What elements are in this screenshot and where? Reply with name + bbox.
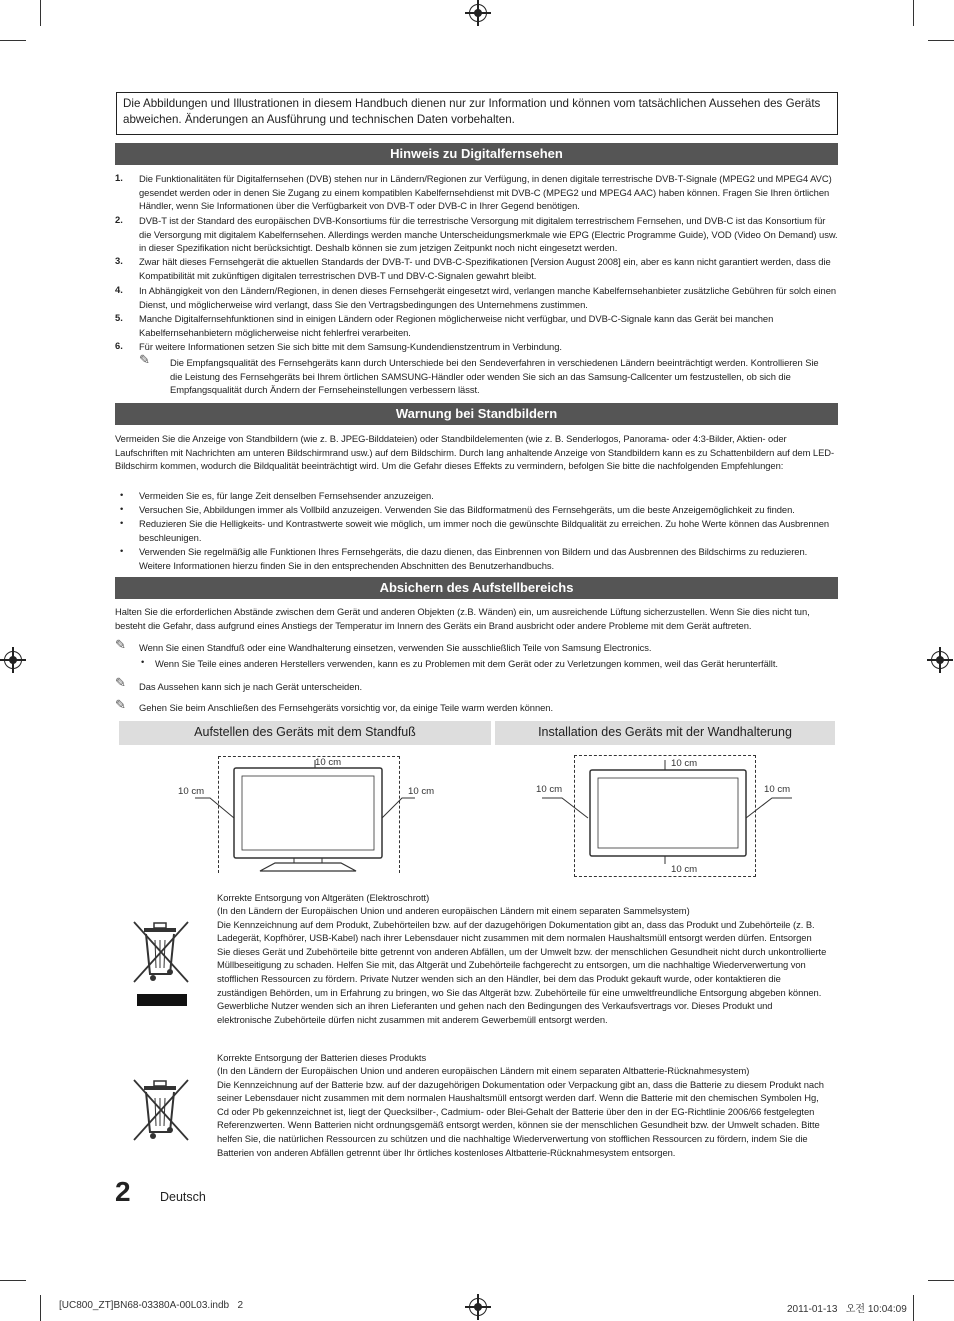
section-title-install: Absichern des Aufstellbereichs — [115, 577, 838, 599]
bullet: • — [141, 656, 145, 667]
crop-mark — [913, 1295, 914, 1321]
install-paragraph: Halten Sie die erforderlichen Abstände zwischen dem Gerät und anderen Objekten (z.B. Wänden) ein, um ausreichende Lüftung sicherzustellen. Wenn Sie dies nicht tun, besteht die Gefahr, dass aufgrund eines Anstiegs der Temperatur im Innern des Geräts ein Brand ausbricht oder andere Probleme mit dem Gerät auftreten. — [115, 606, 810, 631]
dimension-label: 10 cm — [408, 786, 435, 797]
bullet: • — [120, 503, 124, 514]
weee-title: Korrekte Entsorgung von Altgeräten (Elektroschrott) — [217, 892, 430, 903]
dimension-label: 10 cm — [178, 786, 205, 797]
dimension-label: 10 cm — [315, 757, 342, 768]
registration-mark-icon — [931, 651, 949, 669]
wall-title: Installation des Geräts mit der Wandhalterung — [495, 721, 835, 745]
pencil-note-icon: ✎ — [115, 675, 126, 690]
item-number: 4. — [115, 284, 123, 295]
crossed-bin-icon — [128, 918, 196, 1010]
install-note-3: Gehen Sie beim Anschließen des Fernsehgeräts vorsichtig vor, da einige Teile warm werden können. — [139, 702, 554, 713]
crop-mark — [928, 40, 954, 41]
crossed-bin-battery-icon — [128, 1076, 196, 1148]
list-item: Versuchen Sie, Abbildungen immer als Vollbild anzuzeigen. Verwenden Sie das Bildformatmenü des Fernsehgeräts, um die beste Anzeigemöglichkeit zu finden. — [139, 504, 795, 515]
dimension-label: 10 cm — [764, 784, 791, 795]
item-number: 2. — [115, 214, 123, 225]
crop-mark — [0, 1280, 26, 1281]
crop-mark — [928, 1280, 954, 1281]
still-paragraph: Vermeiden Sie die Anzeige von Standbildern (wie z. B. JPEG-Bilddateien) oder Standbildelementen (wie z. B. Senderlogos, Panorama- oder 4:3-Bilder, Aktien- oder Laufschriften mit Nachrichten am unteren Bildschirmrand usw.) auf dem Bildschirm. Durch lang anhaltende Anzeige von Standbildern kann es zu Schattenbildern auf dem LED-Bildschirm kommen, wodurch die Bildqualität beeinträchtigt wird. Um die Gefahr dieses Effekts zu vermindern, befolgen Sie bitte die nachfolgenden Empfehlungen: — [115, 433, 835, 472]
page-number: 2 — [115, 1176, 131, 1207]
item-number: 6. — [115, 340, 123, 351]
bullet: • — [120, 489, 124, 500]
intro-disclaimer: Die Abbildungen und Illustrationen in diesem Handbuch dienen nur zur Information und können vom tatsächlichen Aussehen des Geräts abweichen. Änderungen an Ausführung und technischen Daten vorbehalten. — [116, 92, 838, 135]
item-number: 3. — [115, 255, 123, 266]
pencil-note-icon: ✎ — [115, 697, 126, 712]
digital-note: Die Empfangsqualität des Fernsehgeräts kann durch Unterschiede bei den Sendeverfahren in verschiedenen Ländern beeinträchtigt werden. Kontrollieren Sie die Leistung des Fernsehgeräts bei Ihrem örtlichen SAMSUNG-Händler oder wenden Sie sich an das Samsung-Callcenter um festzustellen, ob sich die Empfangsqualität durch Ändern der Fernseheinstellungen verbessern lässt. — [170, 357, 819, 396]
crop-mark — [40, 1295, 41, 1321]
item-number: 5. — [115, 312, 123, 323]
weee-text: (In den Ländern der Europäischen Union und anderen europäischen Ländern mit einem separaten Sammelsystem) Die Kennzeichnung auf dem Produkt, Zubehörteilen bzw. auf der dazugehörigen Dokumentation gibt an, dass das Produkt und Zubehörteile (z. B. Ladegerät, Kopfhörer, USB-Kabel) nach ihrer Lebensdauer nicht zusammen mit dem normalen Haushaltsmüll entsorgt werden dürfen. Entsorgen Sie dieses Gerät und Zubehörteile bitte getrennt von anderen Abfällen, um der Umwelt bzw. der menschlichen Gesundheit nicht durch unkontrollierte Müllbeseitigung zu schaden. Helfen Sie mit, das Altgerät und Zubehörteile fachgerecht zu entsorgen, um die nachhaltige Wiederverwertung von stofflichen Ressourcen zu fördern. Private Nutzer wenden sich an den Händler, bei dem das Produkt gekauft wurde, oder kontaktieren die zuständigen Behörden, um in Erfahrung zu bringen, wo Sie das Altgerät bzw. Zubehörteile für eine umweltfreundliche Entsorgung abgeben können. Gewerbliche Nutzer wenden sich an ihren Lieferanten und gehen nach den Bedingungen des Verkaufsvertrags vor. Dieses Produkt und elektronische Zubehörteile dürfen nicht zusammen mit anderem Gewerbemüll entsorgt werden. — [217, 905, 827, 1025]
list-item: Vermeiden Sie es, für lange Zeit denselben Fernsehsender anzuzeigen. — [139, 490, 434, 501]
print-timestamp: 2011-01-13 오전 10:04:09 — [787, 1304, 907, 1315]
dimension-label: 10 cm — [536, 784, 563, 795]
dimension-label: 10 cm — [671, 758, 698, 769]
crop-mark — [0, 40, 26, 41]
registration-mark-icon — [469, 4, 487, 22]
list-item: DVB-T ist der Standard des europäischen DVB-Konsortiums für die terrestrische Versorgung mit digitalem terrestrischem Fernsehen, und DVB-C ist das Konsortium für die Versorgung mit digitalem Kabelfernsehen. Allerdings werden manche Unterscheidungsmerkmale wie EPG (Electric Programme Guide), VOD (Video On Demand) usw. in dieser Spezifikation nicht berücksichtigt. Deshalb können sie zum jetzigen Zeitpunkt noch nicht eingesetzt werden. — [139, 215, 838, 254]
list-item: Die Funktionalitäten für Digitalfernsehen (DVB) stehen nur in Ländern/Regionen zur Verfügung, in denen digitale terrestrische DVB-T-Signale (MPEG2 und MPEG4 AVC) gesendet werden oder in denen Sie Zugang zu einem kompatiblen Kabelfernsehdienst mit DVB-C (MPEG2 und MPEG4 AAC) haben können. Fragen Sie Ihren örtlichen Händler, wenn Sie Informationen über die Verfügbarkeit von DVB-T oder DVB-C in Ihrer Gegend benötigen. — [139, 173, 832, 212]
registration-mark-icon — [469, 1298, 487, 1316]
bullet: • — [120, 545, 124, 556]
list-item: Manche Digitalfernsehfunktionen sind in einigen Ländern oder Regionen möglicherweise nicht verfügbar, und DVB-C-Signale kann das Gerät bei manchen Kabelfernsehanbietern möglicherweise nicht fehlerfrei verarbeiten. — [139, 313, 774, 338]
pencil-note-icon: ✎ — [139, 352, 150, 367]
battery-text: (In den Ländern der Europäischen Union und anderen europäischen Ländern mit einem separaten Altbatterie-Rücknahmesystem) Die Kennzeichnung auf der Batterie bzw. auf der dazugehörigen Dokumentation oder Verpackung gibt an, dass die Batterie zu diesem Produkt nach seiner Lebensdauer nicht zusammen mit dem normalen Haushaltsmüll entsorgt werden darf. Wenn die Batterie mit den chemischen Symbolen Hg, Cd oder Pb gekennzeichnet ist, liegt der Quecksilber-, Cadmium- oder Blei-Gehalt der Batterie über den in der EG-Richtlinie 2006/66 festgelegten Referenzwerten. Wenn Batterien nicht ordnungsgemäß entsorgt werden, können sie der menschlichen Gesundheit bzw. der Umwelt schaden. Bitte helfen Sie, die natürlichen Ressourcen zu schützen und die nachhaltige Wiederverwertung von stofflichen Ressourcen zu fördern, indem Sie die Batterien von anderen Abfällen getrennt über Ihr örtliches kostenloses Altbatterie-Rücknahmesystem entsorgen. — [217, 1065, 824, 1158]
page-language: Deutsch — [160, 1190, 206, 1204]
crop-mark — [40, 0, 41, 26]
stand-title: Aufstellen des Geräts mit dem Standfuß — [119, 721, 491, 745]
crop-mark — [913, 0, 914, 26]
section-title-still: Warnung bei Standbildern — [115, 403, 838, 425]
print-file-name: [UC800_ZT]BN68-03380A-00L03.indb 2 — [59, 1300, 244, 1311]
list-item: Reduzieren Sie die Helligkeits- und Kontrastwerte soweit wie möglich, um immer noch die gewünschte Bildqualität zu erreichen. Zu hohe Werte können das Ausbrennen beschleunigen. — [139, 518, 830, 543]
battery-title: Korrekte Entsorgung der Batterien dieses Produkts — [217, 1052, 427, 1063]
dimension-label: 10 cm — [671, 864, 698, 875]
list-item: In Abhängigkeit von den Ländern/Regionen, in denen dieses Fernsehgerät eingesetzt wird, verlangen manche Kabelfernsehanbieter zusätzliche Gebühren für solch einen Dienst, und möglicherweise wird verlangt, dass Sie den Vertragsbedingungen des Unternehmens zustimmen. — [139, 285, 837, 310]
bullet: • — [120, 517, 124, 528]
list-item: Für weitere Informationen setzen Sie sich bitte mit dem Samsung-Kundendienstzentrum in Verbindung. — [139, 341, 562, 352]
pencil-note-icon: ✎ — [115, 637, 126, 652]
tv-wall-illustration — [540, 760, 795, 872]
registration-mark-icon — [4, 651, 22, 669]
section-title-digital: Hinweis zu Digitalfernsehen — [115, 143, 838, 165]
item-number: 1. — [115, 172, 123, 183]
install-note-1-sub: Wenn Sie Teile eines anderen Herstellers verwenden, kann es zu Problemen mit dem Gerät oder zu Verletzungen kommen, weil das Gerät herunterfällt. — [155, 658, 778, 669]
install-note-2: Das Aussehen kann sich je nach Gerät unterscheiden. — [139, 681, 363, 692]
install-note-1: Wenn Sie einen Standfuß oder eine Wandhalterung einsetzen, verwenden Sie ausschließlich Teile von Samsung Electronics. — [139, 642, 652, 653]
tv-stand-illustration — [190, 760, 420, 872]
list-item: Verwenden Sie regelmäßig alle Funktionen Ihres Fernsehgeräts, die dazu dienen, das Einbrennen von Bildern und das Ausbrennen des Bildschirms zu reduzieren. Weitere Informationen hierzu finden Sie in den entsprechenden Abschnitten des Benutzerhandbuchs. — [139, 546, 808, 571]
list-item: Zwar hält dieses Fernsehgerät die aktuellen Standards der DVB-T- und DVB-C-Spezifikationen [Version August 2008] ein, aber es kann nicht garantiert werden, dass die Kompatibilität mit zukünftigen digitalen terrestrischen DVB-T und DBV-C-Signalen gewahrt bleibt. — [139, 256, 831, 281]
